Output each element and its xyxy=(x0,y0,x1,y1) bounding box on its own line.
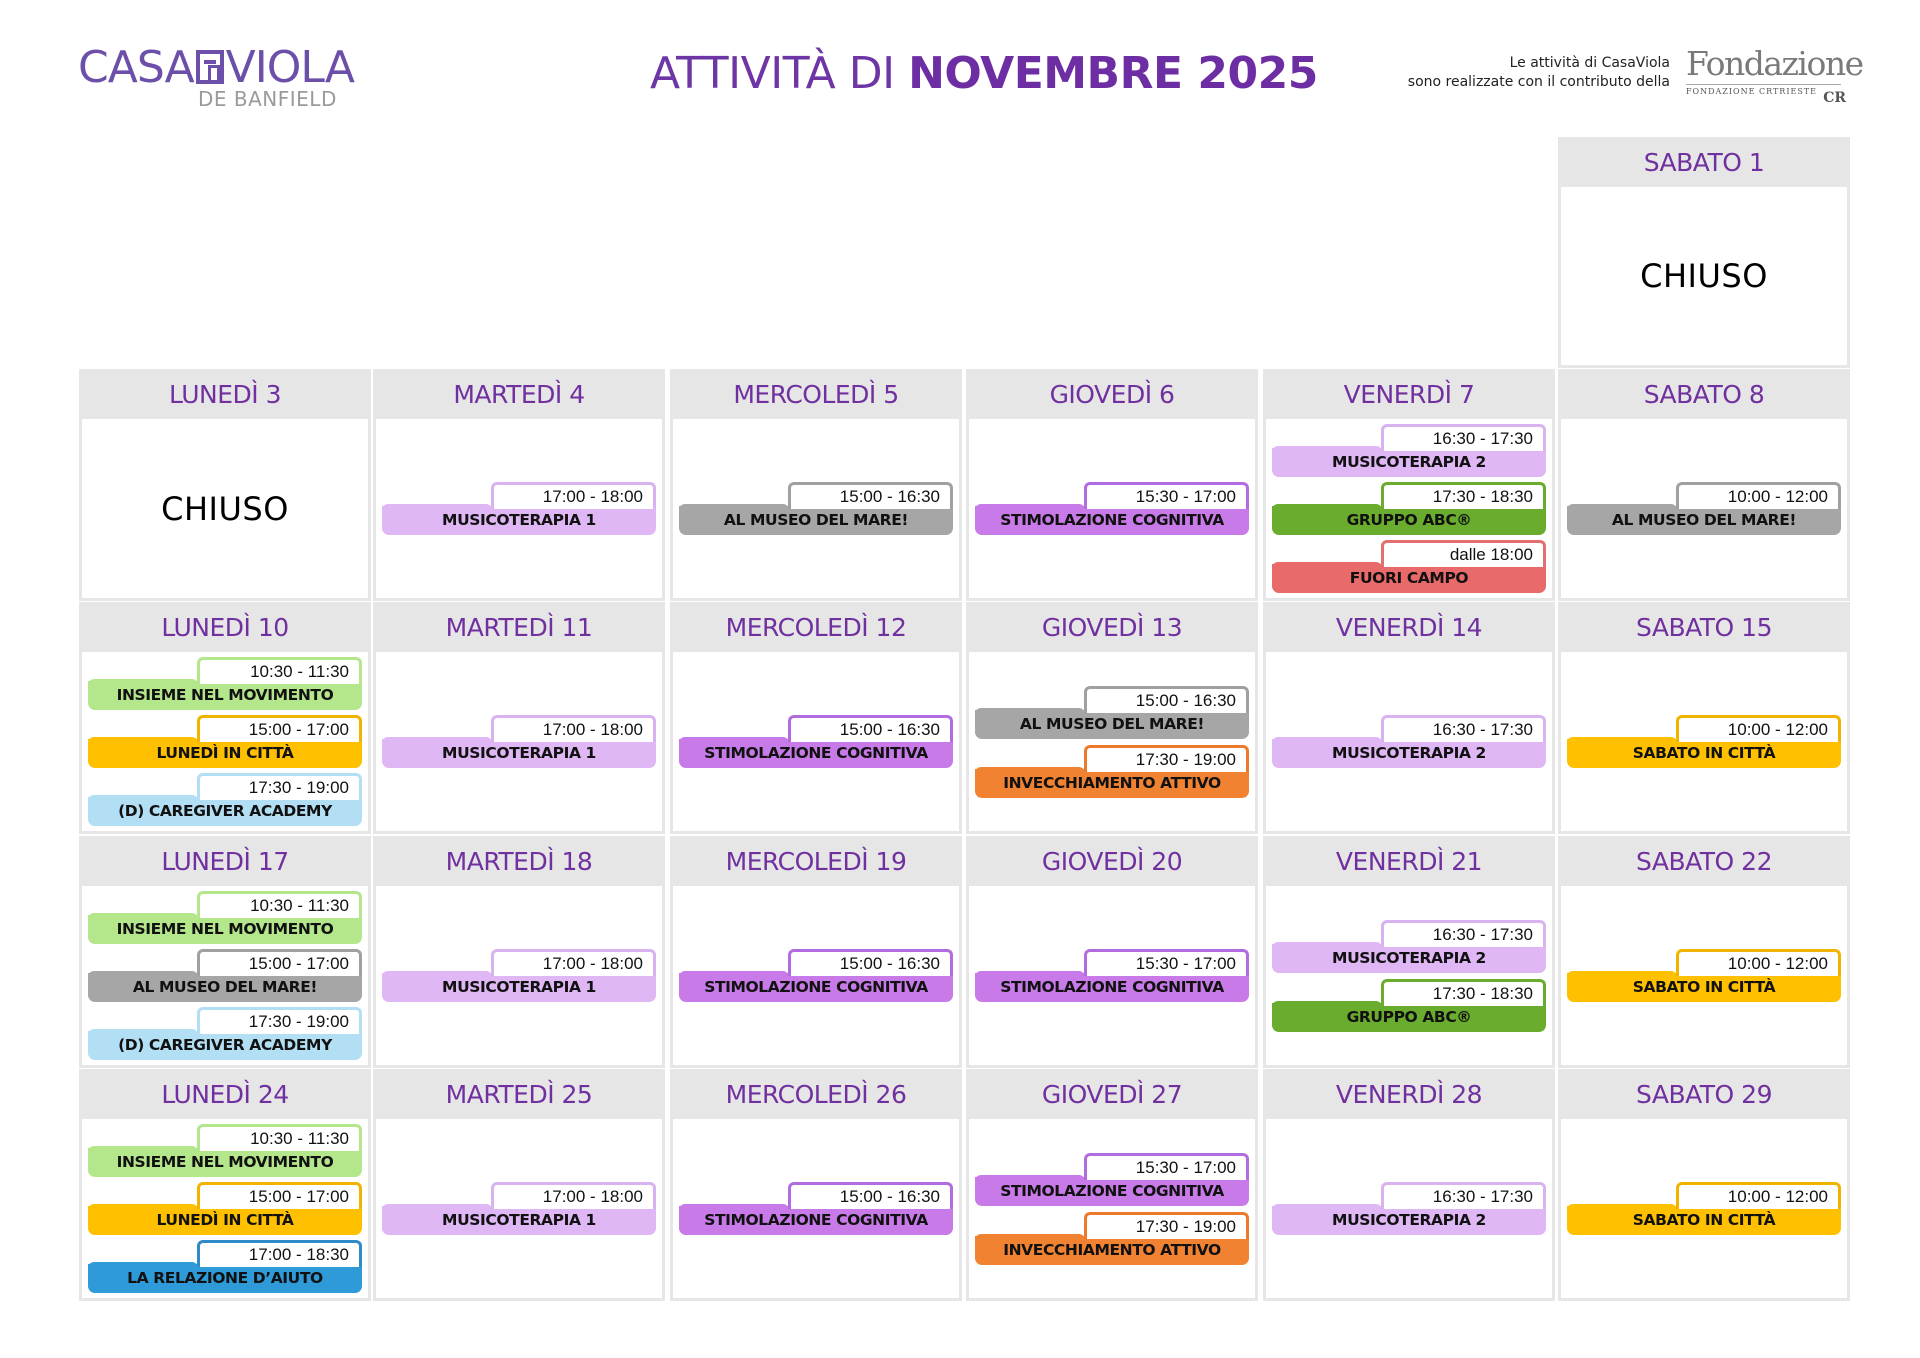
day-body xyxy=(1561,187,1847,365)
day-cell xyxy=(79,836,371,1068)
day-cell xyxy=(1558,602,1850,834)
day-body xyxy=(969,652,1255,831)
event-time: 17:30 - 19:00 xyxy=(197,773,362,800)
event-time: 10:30 - 11:30 xyxy=(197,1124,362,1151)
event-time: 10:00 - 12:00 xyxy=(1676,715,1841,742)
sponsor-subname: FONDAZIONE CRTRIESTE xyxy=(1686,84,1841,96)
day-cell xyxy=(670,602,962,834)
day-header: MARTEDÌ 11 xyxy=(445,612,593,642)
event-item[interactable] xyxy=(1272,715,1546,768)
event-time: 15:00 - 16:30 xyxy=(788,715,953,742)
event-time: 17:30 - 19:00 xyxy=(1084,745,1249,772)
day-body xyxy=(969,419,1255,598)
event-item[interactable] xyxy=(382,949,656,1002)
event-name: STIMOLAZIONE COGNITIVA xyxy=(679,1206,953,1235)
fondazione-logo xyxy=(1686,44,1863,106)
day-body xyxy=(1561,652,1847,831)
day-body xyxy=(82,419,368,598)
event-time: 10:30 - 11:30 xyxy=(197,891,362,918)
day-body xyxy=(673,419,959,598)
event-name: MUSICOTERAPIA 1 xyxy=(382,506,656,535)
day-header: SABATO 22 xyxy=(1636,846,1772,876)
page-title xyxy=(650,48,1318,99)
day-body xyxy=(1561,886,1847,1065)
casaviola-logo xyxy=(78,44,378,114)
day-body xyxy=(376,886,662,1065)
event-list xyxy=(1567,1119,1841,1298)
event-time: 17:00 - 18:00 xyxy=(491,949,656,976)
event-time: 16:30 - 17:30 xyxy=(1381,1182,1546,1209)
event-item[interactable] xyxy=(975,949,1249,1002)
sponsor-name: Fondazione xyxy=(1686,44,1863,83)
event-list xyxy=(1567,419,1841,598)
day-body xyxy=(82,652,368,831)
event-time: 15:30 - 17:00 xyxy=(1084,1153,1249,1180)
day-header: SABATO 8 xyxy=(1643,379,1765,409)
day-body xyxy=(376,419,662,598)
day-header: GIOVEDÌ 13 xyxy=(1041,612,1183,642)
event-name: MUSICOTERAPIA 2 xyxy=(1272,448,1546,477)
day-cell xyxy=(966,836,1258,1068)
closed-label: CHIUSO xyxy=(1640,257,1768,295)
event-name: (D) CAREGIVER ACADEMY xyxy=(88,1031,362,1060)
event-name: STIMOLAZIONE COGNITIVA xyxy=(975,973,1249,1002)
logo-wordmark: CASA VIOLA xyxy=(78,42,355,93)
event-time: 10:00 - 12:00 xyxy=(1676,1182,1841,1209)
event-list xyxy=(679,886,953,1065)
event-item[interactable] xyxy=(975,686,1249,739)
event-item[interactable] xyxy=(975,482,1249,535)
day-body xyxy=(1561,419,1847,598)
event-name: FUORI CAMPO xyxy=(1272,564,1546,593)
event-item[interactable] xyxy=(88,1182,362,1235)
event-item[interactable] xyxy=(1567,1182,1841,1235)
day-body xyxy=(1266,1119,1552,1298)
event-list xyxy=(1272,1119,1546,1298)
event-name: INVECCHIAMENTO ATTIVO xyxy=(975,769,1249,798)
event-name: AL MUSEO DEL MARE! xyxy=(1567,506,1841,535)
day-body xyxy=(969,886,1255,1065)
event-time: 15:00 - 16:30 xyxy=(788,1182,953,1209)
event-item[interactable] xyxy=(88,1240,362,1293)
event-item[interactable] xyxy=(679,1182,953,1235)
event-item[interactable] xyxy=(382,715,656,768)
day-cell xyxy=(79,1069,371,1301)
event-item[interactable] xyxy=(1272,482,1546,535)
day-header: SABATO 15 xyxy=(1636,612,1772,642)
event-name: MUSICOTERAPIA 1 xyxy=(382,973,656,1002)
event-time: 17:30 - 18:30 xyxy=(1381,482,1546,509)
day-header: MARTEDÌ 25 xyxy=(445,1079,593,1109)
event-name: SABATO IN CITTÀ xyxy=(1567,739,1841,768)
event-time: 15:00 - 17:00 xyxy=(197,949,362,976)
event-item[interactable] xyxy=(975,1212,1249,1265)
event-time: 17:00 - 18:30 xyxy=(197,1240,362,1267)
day-cell xyxy=(1263,836,1555,1068)
event-list xyxy=(975,652,1249,831)
day-cell xyxy=(966,369,1258,601)
day-body xyxy=(82,1119,368,1298)
event-name: MUSICOTERAPIA 2 xyxy=(1272,944,1546,973)
day-header: LUNEDÌ 10 xyxy=(161,612,289,642)
event-time: 17:30 - 19:00 xyxy=(197,1007,362,1034)
event-name: MUSICOTERAPIA 2 xyxy=(1272,739,1546,768)
event-list xyxy=(382,419,656,598)
event-list xyxy=(975,1119,1249,1298)
event-name: (D) CAREGIVER ACADEMY xyxy=(88,797,362,826)
day-header: SABATO 29 xyxy=(1636,1079,1772,1109)
day-header: MERCOLEDÌ 12 xyxy=(725,612,907,642)
event-name: MUSICOTERAPIA 1 xyxy=(382,1206,656,1235)
day-body xyxy=(376,1119,662,1298)
day-cell xyxy=(373,1069,665,1301)
event-name: LUNEDÌ IN CITTÀ xyxy=(88,1206,362,1235)
day-cell xyxy=(1558,137,1850,368)
day-cell xyxy=(1263,602,1555,834)
day-body xyxy=(673,886,959,1065)
day-cell xyxy=(373,369,665,601)
event-item[interactable] xyxy=(382,482,656,535)
day-cell xyxy=(966,602,1258,834)
event-time: 10:00 - 12:00 xyxy=(1676,482,1841,509)
sponsor-line-2: sono realizzate con il contributo della xyxy=(1407,74,1670,90)
event-name: INSIEME NEL MOVIMENTO xyxy=(88,915,362,944)
event-time: 15:00 - 17:00 xyxy=(197,1182,362,1209)
day-cell xyxy=(1263,369,1555,601)
event-list xyxy=(679,652,953,831)
day-header: GIOVEDÌ 6 xyxy=(1049,379,1175,409)
event-item[interactable] xyxy=(679,715,953,768)
event-item[interactable] xyxy=(88,715,362,768)
day-header: MERCOLEDÌ 19 xyxy=(725,846,907,876)
event-name: STIMOLAZIONE COGNITIVA xyxy=(975,506,1249,535)
event-list xyxy=(88,652,362,831)
day-header: LUNEDÌ 17 xyxy=(161,846,289,876)
event-list xyxy=(382,652,656,831)
event-list xyxy=(679,419,953,598)
event-time: 10:30 - 11:30 xyxy=(197,657,362,684)
day-header: SABATO 1 xyxy=(1643,147,1765,177)
day-body xyxy=(376,652,662,831)
event-item[interactable] xyxy=(1272,1182,1546,1235)
event-item[interactable] xyxy=(679,949,953,1002)
event-item[interactable] xyxy=(1272,424,1546,477)
day-body xyxy=(969,1119,1255,1298)
day-header: VENERDÌ 21 xyxy=(1335,846,1483,876)
event-name: SABATO IN CITTÀ xyxy=(1567,973,1841,1002)
day-header: VENERDÌ 7 xyxy=(1343,379,1475,409)
event-time: 15:00 - 17:00 xyxy=(197,715,362,742)
day-header: MARTEDÌ 4 xyxy=(453,379,585,409)
event-item[interactable] xyxy=(88,891,362,944)
event-list xyxy=(1567,886,1841,1065)
day-body xyxy=(1266,419,1552,598)
event-time: 17:00 - 18:00 xyxy=(491,1182,656,1209)
day-cell xyxy=(373,836,665,1068)
event-name: INVECCHIAMENTO ATTIVO xyxy=(975,1236,1249,1265)
house-icon xyxy=(196,50,224,84)
event-name: GRUPPO ABC® xyxy=(1272,506,1546,535)
event-item[interactable] xyxy=(1567,482,1841,535)
day-header: MARTEDÌ 18 xyxy=(445,846,593,876)
event-list xyxy=(88,1119,362,1298)
title-month: NOVEMBRE 2025 xyxy=(908,48,1318,99)
logo-subtitle: DE BANFIELD xyxy=(198,87,337,111)
day-cell xyxy=(670,836,962,1068)
event-time: 10:00 - 12:00 xyxy=(1676,949,1841,976)
event-item[interactable] xyxy=(88,773,362,826)
day-cell xyxy=(1558,1069,1850,1301)
event-time: 16:30 - 17:30 xyxy=(1381,920,1546,947)
event-list xyxy=(1567,652,1841,831)
event-item[interactable] xyxy=(975,745,1249,798)
day-cell xyxy=(1558,836,1850,1068)
event-name: MUSICOTERAPIA 1 xyxy=(382,739,656,768)
event-name: STIMOLAZIONE COGNITIVA xyxy=(679,973,953,1002)
event-name: AL MUSEO DEL MARE! xyxy=(88,973,362,1002)
sponsor-note xyxy=(1408,54,1670,92)
event-time: 16:30 - 17:30 xyxy=(1381,424,1546,451)
event-item[interactable] xyxy=(1272,920,1546,973)
event-list xyxy=(382,886,656,1065)
event-list xyxy=(88,886,362,1065)
event-time: 17:00 - 18:00 xyxy=(491,482,656,509)
event-name: MUSICOTERAPIA 2 xyxy=(1272,1206,1546,1235)
event-name: LA RELAZIONE D’AIUTO xyxy=(88,1264,362,1293)
event-time: 17:00 - 18:00 xyxy=(491,715,656,742)
day-header: MERCOLEDÌ 26 xyxy=(725,1079,907,1109)
event-list xyxy=(975,419,1249,598)
event-item[interactable] xyxy=(679,482,953,535)
event-list xyxy=(1272,652,1546,831)
event-list xyxy=(679,1119,953,1298)
day-cell xyxy=(79,602,371,834)
day-body xyxy=(673,1119,959,1298)
day-header: MERCOLEDÌ 5 xyxy=(733,379,899,409)
day-body xyxy=(1561,1119,1847,1298)
event-item[interactable] xyxy=(88,949,362,1002)
event-list xyxy=(975,886,1249,1065)
day-header: VENERDÌ 14 xyxy=(1335,612,1483,642)
event-name: AL MUSEO DEL MARE! xyxy=(975,710,1249,739)
event-item[interactable] xyxy=(88,657,362,710)
event-item[interactable] xyxy=(1272,540,1546,593)
day-cell xyxy=(966,1069,1258,1301)
day-cell xyxy=(79,369,371,601)
day-header: LUNEDÌ 24 xyxy=(161,1079,289,1109)
day-header: VENERDÌ 28 xyxy=(1335,1079,1483,1109)
sponsor-line-1: Le attività di CasaViola xyxy=(1509,55,1670,71)
event-item[interactable] xyxy=(88,1007,362,1060)
day-cell xyxy=(670,1069,962,1301)
event-name: SABATO IN CITTÀ xyxy=(1567,1206,1841,1235)
event-name: AL MUSEO DEL MARE! xyxy=(679,506,953,535)
event-name: STIMOLAZIONE COGNITIVA xyxy=(679,739,953,768)
day-cell xyxy=(1263,1069,1555,1301)
day-cell xyxy=(373,602,665,834)
day-body xyxy=(1266,886,1552,1065)
event-time: 15:00 - 16:30 xyxy=(788,949,953,976)
event-name: GRUPPO ABC® xyxy=(1272,1003,1546,1032)
cr-mark-icon: CR xyxy=(1823,90,1846,106)
event-time: 15:30 - 17:00 xyxy=(1084,482,1249,509)
day-body xyxy=(673,652,959,831)
day-cell xyxy=(670,369,962,601)
event-item[interactable] xyxy=(382,1182,656,1235)
day-body xyxy=(1266,652,1552,831)
event-item[interactable] xyxy=(88,1124,362,1177)
event-name: INSIEME NEL MOVIMENTO xyxy=(88,681,362,710)
day-cell xyxy=(1558,369,1850,601)
event-item[interactable] xyxy=(1567,715,1841,768)
event-time: 17:30 - 18:30 xyxy=(1381,979,1546,1006)
day-header: LUNEDÌ 3 xyxy=(169,379,281,409)
event-name: STIMOLAZIONE COGNITIVA xyxy=(975,1177,1249,1206)
event-name: LUNEDÌ IN CITTÀ xyxy=(88,739,362,768)
event-time: 15:00 - 16:30 xyxy=(788,482,953,509)
event-item[interactable] xyxy=(1567,949,1841,1002)
event-name: INSIEME NEL MOVIMENTO xyxy=(88,1148,362,1177)
event-list xyxy=(1272,419,1546,598)
event-time: 15:30 - 17:00 xyxy=(1084,949,1249,976)
event-item[interactable] xyxy=(1272,979,1546,1032)
event-list xyxy=(382,1119,656,1298)
day-body xyxy=(82,886,368,1065)
day-header: GIOVEDÌ 27 xyxy=(1041,1079,1183,1109)
event-list xyxy=(1272,886,1546,1065)
event-time: 16:30 - 17:30 xyxy=(1381,715,1546,742)
event-time: 17:30 - 19:00 xyxy=(1084,1212,1249,1239)
day-header: GIOVEDÌ 20 xyxy=(1041,846,1183,876)
closed-label: CHIUSO xyxy=(161,489,289,528)
event-item[interactable] xyxy=(975,1153,1249,1206)
event-time: 15:00 - 16:30 xyxy=(1084,686,1249,713)
title-prefix: ATTIVITÀ DI xyxy=(650,48,909,99)
event-time: dalle 18:00 xyxy=(1381,540,1546,567)
